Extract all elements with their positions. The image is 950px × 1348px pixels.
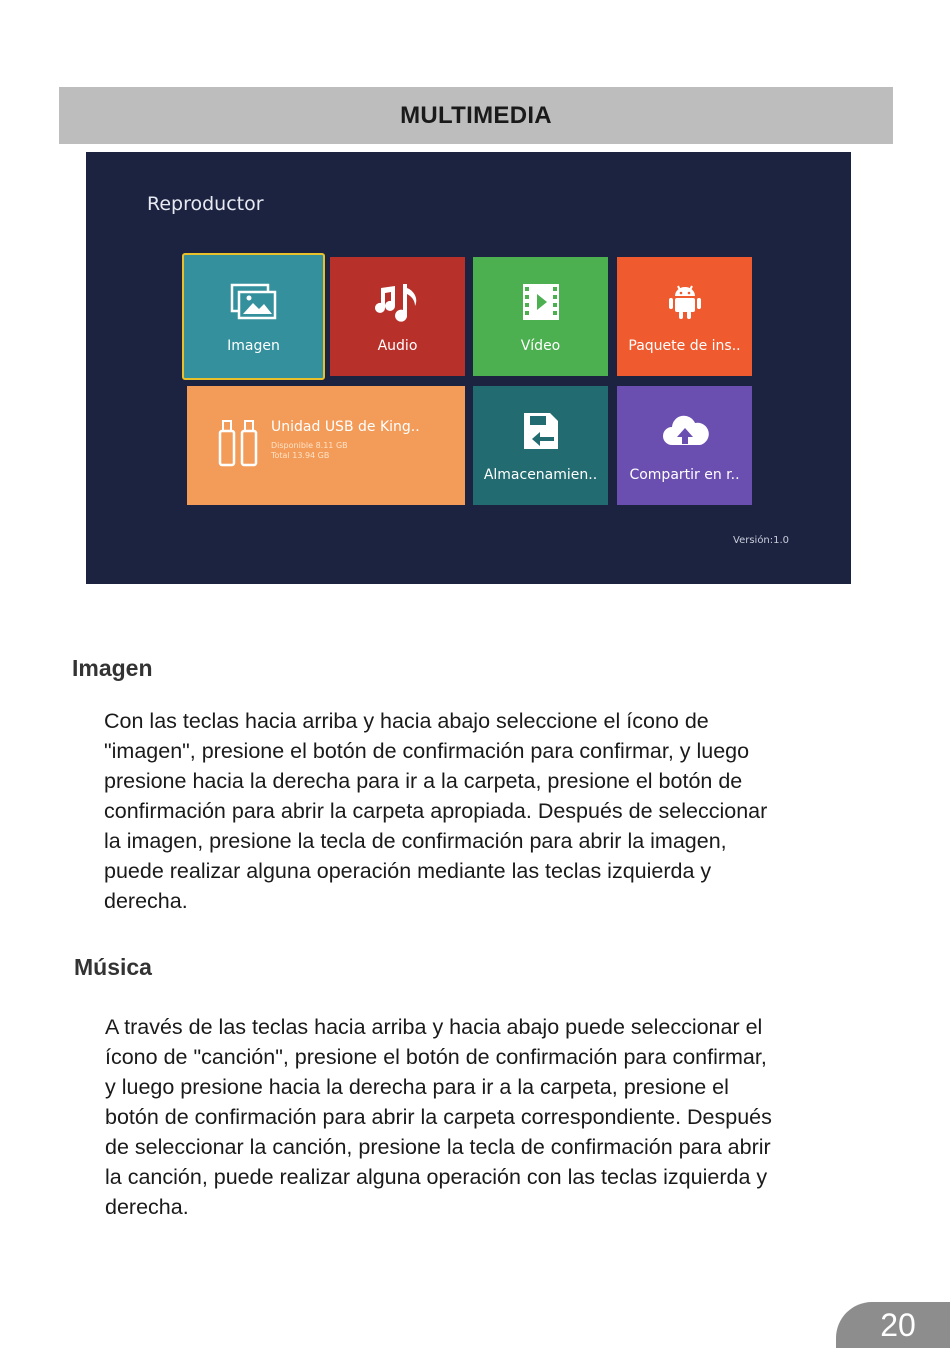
tile-label: Compartir en r.. <box>629 466 740 483</box>
text-line: "imagen", presione el botón de confirmación para confirmar, y luego <box>104 739 750 763</box>
tile-label: Paquete de ins.. <box>628 337 741 354</box>
tile-label: Audio <box>377 337 418 354</box>
tile-usb[interactable] <box>187 386 465 505</box>
section-paragraph-imagen <box>104 706 767 916</box>
text-line: la canción, puede realizar alguna operación con las teclas izquierda y <box>105 1165 768 1189</box>
image-gallery-icon <box>229 280 279 324</box>
screen-title: Reproductor <box>147 193 264 215</box>
usb-total: Total 13.94 GB <box>271 450 330 460</box>
tile-almacenamiento[interactable] <box>473 386 608 505</box>
tile-audio[interactable] <box>330 257 465 376</box>
text-line: puede realizar alguna operación mediante las teclas izquierda y <box>104 859 712 883</box>
text-line: de seleccionar la canción, presione la tecla de confirmación para abrir <box>105 1135 771 1159</box>
tile-imagen[interactable] <box>182 253 325 380</box>
film-play-icon <box>519 280 563 324</box>
cloud-upload-icon <box>660 409 710 453</box>
tile-label: Imagen <box>227 337 280 354</box>
media-player-screen <box>86 152 851 584</box>
storage-import-icon <box>518 409 564 453</box>
tile-compartir[interactable] <box>617 386 752 505</box>
tile-label: Vídeo <box>520 337 561 354</box>
text-line: A través de las teclas hacia arriba y hacia abajo puede seleccionar el <box>105 1015 763 1039</box>
usb-available: Disponible 8.11 GB <box>271 440 348 450</box>
banner-title: MULTIMEDIA <box>400 101 552 129</box>
section-paragraph-musica <box>105 1012 772 1222</box>
section-heading-musica: Música <box>74 954 152 980</box>
usb-drive-icon <box>217 419 261 473</box>
text-line: Con las teclas hacia arriba y hacia abajo seleccione el ícono de <box>104 709 709 733</box>
text-line: derecha. <box>104 889 188 913</box>
text-line: botón de confirmación para abrir la carpeta correspondiente. Después <box>105 1105 772 1129</box>
text-line: presione hacia la derecha para ir a la carpeta, presione el botón de <box>104 769 743 793</box>
android-icon <box>665 280 705 324</box>
section-banner <box>59 87 893 144</box>
page-number-text: 20 <box>880 1306 916 1343</box>
text-line: ícono de "canción", presione el botón de confirmación para confirmar, <box>105 1045 767 1069</box>
text-line: la imagen, presione la tecla de confirmación para abrir la imagen, <box>104 829 727 853</box>
tile-paquete[interactable] <box>617 257 752 376</box>
text-line: y luego presione hacia la derecha para ir a la carpeta, presione el <box>105 1075 729 1099</box>
section-heading-imagen: Imagen <box>72 655 153 681</box>
tile-label: Unidad USB de King.. <box>271 418 420 435</box>
version-label: Versión:1.0 <box>733 535 790 546</box>
music-note-icon <box>375 280 421 324</box>
tile-label: Almacenamien.. <box>483 466 598 483</box>
text-line: derecha. <box>105 1195 189 1219</box>
text-line: confirmación para abrir la carpeta apropiada. Después de seleccionar <box>104 799 768 823</box>
page-number <box>836 1302 950 1348</box>
tile-video[interactable] <box>473 257 608 376</box>
